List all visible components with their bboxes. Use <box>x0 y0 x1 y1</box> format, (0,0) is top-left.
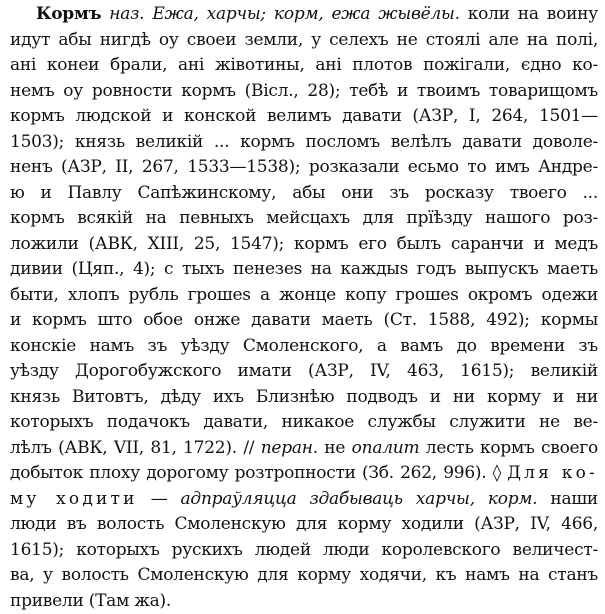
headword: Кормъ <box>36 4 101 24</box>
entry-text: — <box>138 489 181 509</box>
entry-text: кормъ всякій на певныхъ мейсцахъ для прїѣзду нашого роз- <box>10 208 598 228</box>
entry-text: люди въ волость Смоленскую для корму ходили (АЗР, IV, 466, <box>10 514 598 534</box>
entry-line <box>10 334 598 360</box>
entry-line <box>10 308 598 334</box>
entry-text: князь Витовтъ, дѣду ихъ Близнѣю подводъ и ни корму и ни <box>10 387 598 407</box>
entry-line <box>10 2 598 28</box>
entry-line <box>10 589 598 614</box>
entry-text: уѣзду Дорогобужского имати (АЗР, IV, 463, 1615); великій <box>10 361 598 381</box>
entry-text: добыток плоху дорогому розтропности (Зб. 262, 996). ◊ <box>10 463 507 483</box>
entry-line <box>10 410 598 436</box>
entry-text: 1503); князь великій ... кормъ посломъ велѣлъ давати доволе- <box>10 132 598 152</box>
entry-text: привели (Там жа). <box>10 591 171 611</box>
entry-line <box>10 563 598 589</box>
entry-text: конскіе намъ зъ уѣзду Смоленского, а вамъ до времени зъ <box>10 336 598 356</box>
dictionary-entry <box>10 2 598 614</box>
entry-line <box>10 155 598 181</box>
entry-text: лѣлъ (АВК, VII, 81, 1722). // <box>10 438 261 458</box>
entry-text: идут абы нигдѣ оу своеи земли, у селехъ не стоялі але на полі, <box>10 30 598 50</box>
entry-text: ненъ (АЗР, ІІ, 267, 1533—1538); розказали есьмо то имъ Андре- <box>10 157 598 177</box>
entry-text: наши <box>537 489 598 509</box>
italic-gloss: адпраўляцца здабываць харчы, корм. <box>181 489 538 509</box>
entry-line <box>10 130 598 156</box>
entry-text: 1615); которыхъ рускихъ людей люди королевского величест- <box>10 540 598 560</box>
entry-line <box>10 257 598 283</box>
entry-line <box>10 28 598 54</box>
italic-gloss: перан. <box>261 438 318 458</box>
entry-text: не <box>318 438 352 458</box>
entry-line <box>10 283 598 309</box>
entry-line <box>10 79 598 105</box>
entry-line <box>10 385 598 411</box>
entry-text: которыхъ подачокъ давати, никакое службы служити не ве- <box>10 412 598 432</box>
entry-text: лесть кормъ своего <box>419 438 598 458</box>
entry-text: ва, у волость Смоленскую для корму ходячи, къ намъ на станъ <box>10 565 598 585</box>
entry-text: ю и Павлу Сапѣжинскому, абы они зъ росказу твоего ... <box>10 183 598 203</box>
entry-text: немъ оу ровности кормъ (Вісл., 28); тебѣ и твоимъ товарищомъ <box>10 81 598 101</box>
entry-line <box>10 538 598 564</box>
entry-text: кормъ людской и конской велимъ давати (АЗР, І, 264, 1501— <box>10 106 598 126</box>
entry-line <box>10 359 598 385</box>
entry-text: быти, хлопъ рубль грошеs а жонце копу грошеs окромъ одежи <box>10 285 598 305</box>
entry-line <box>10 436 598 462</box>
entry-text: и кормъ што обое онже давати маеть (Ст. 1588, 492); кормы <box>10 310 598 330</box>
entry-line <box>10 487 598 513</box>
entry-line <box>10 232 598 258</box>
entry-line <box>10 461 598 487</box>
entry-line <box>10 53 598 79</box>
entry-line <box>10 206 598 232</box>
entry-line <box>10 512 598 538</box>
spaced-phrase: Для ко- <box>507 463 598 483</box>
entry-text: ложили (АВК, ХІІІ, 25, 1547); кормъ его былъ саранчи и медъ <box>10 234 598 254</box>
entry-line <box>10 181 598 207</box>
entry-text: коли на воину <box>460 4 598 24</box>
italic-gloss: наз. Ежа, харчы; корм, ежа жывёлы. <box>109 4 459 24</box>
entry-line <box>10 104 598 130</box>
entry-text: дивии (Цяп., 4); с тыхъ пенезеs на каждыs годъ выпускъ маеть <box>10 259 598 279</box>
italic-gloss: опалит <box>352 438 420 458</box>
entry-text: ані конеи брали, ані жівотины, ані плотов пожігали, єдно ко- <box>10 55 598 75</box>
spaced-phrase: му ходити <box>10 489 138 509</box>
